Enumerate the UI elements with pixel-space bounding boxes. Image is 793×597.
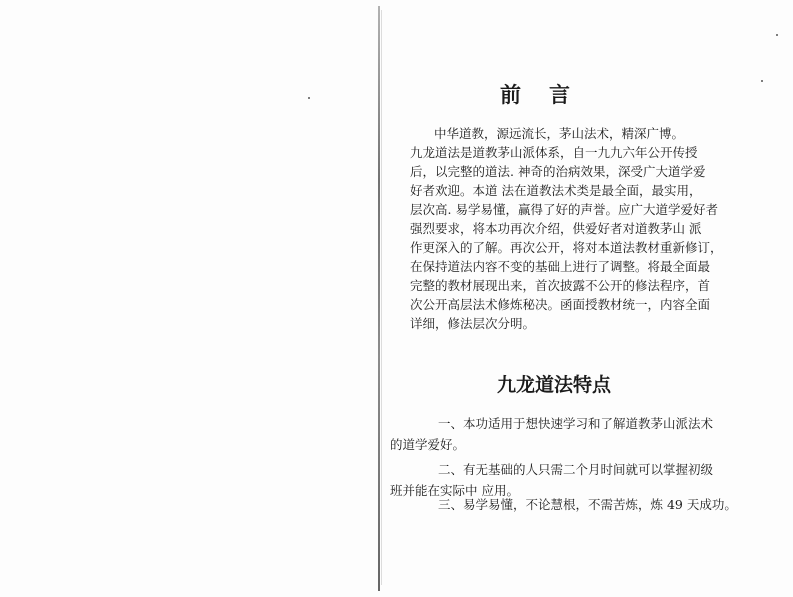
preface-line: 完整的教材展现出来，首次披露不公开的修法程序，首 [410,278,711,293]
preface-line: 作更深入的了解。再次公开，将对本道法教材重新修订， [410,240,723,255]
preface-line: 次公开高层法术修炼秘决。函面授教材统一，内容全面 [410,297,711,312]
preface-line: 中华道教，源远流长，茅山法术，精深广博。 [434,126,685,141]
preface-body [410,124,722,333]
feature-line: 二、有无基础的人只需二个月时间就可以掌握初级 [438,462,714,477]
book-spine-fold [378,6,380,591]
feature-line: 班并能在实际中 应用。 [390,483,519,498]
preface-title: 前言 [500,82,598,107]
scan-speck [308,97,310,99]
preface-line: 九龙道法是道教茅山派体系，自一九九六年公开传授 [410,145,698,160]
feature-line: 一、本功适用于想快速学习和了解道教茅山派法术 [438,416,714,431]
preface-line: 强烈要求，将本功再次介绍，供爱好者对道教茅山 派 [410,221,702,236]
preface-line: 后，以完整的道法. 神奇的治病效果，深受广大道学爱 [410,164,706,179]
scan-speck [761,80,763,82]
features-title: 九龙道法特点 [497,374,612,396]
preface-line: 层次高. 易学易懂，赢得了好的声誉。应广大道学爱好者 [410,202,718,217]
preface-line: 详细，修法层次分明。 [410,316,536,331]
preface-line: 在保持道法内容不变的基础上进行了调整。将最全面最 [410,259,711,274]
feature-line: 三、易学易懂，不论慧根，不需苦炼，炼 49 天成功。 [438,497,737,512]
feature-line: 的道学爱好。 [390,437,466,452]
feature-item [390,495,737,516]
book-spine-shadow [381,10,382,585]
feature-item [390,414,720,456]
scan-speck [776,34,778,36]
preface-line: 好者欢迎。本道 法在道教法术类是最全面，最实用， [410,183,702,198]
